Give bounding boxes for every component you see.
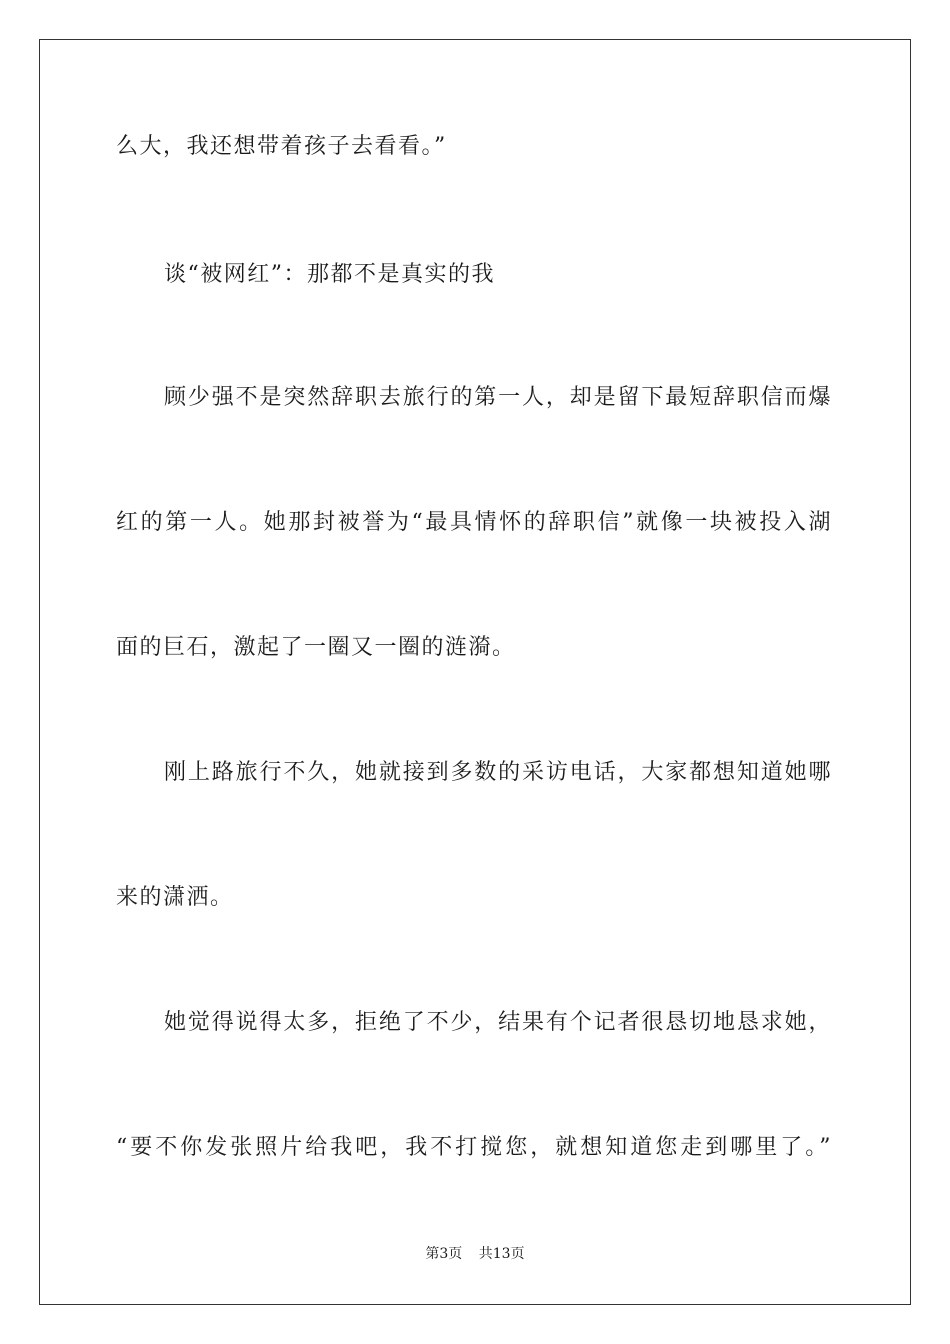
total-pages: 共13页 <box>478 1246 525 1262</box>
text-line: 来的潇洒。 <box>116 885 234 910</box>
page-number: 第3页 <box>425 1246 463 1262</box>
text-line: 刚上路旅行不久，她就接到多数的采访电话，大家都想知道她哪 <box>164 760 832 785</box>
text-line: 面的巨石，激起了一圈又一圈的涟漪。 <box>116 635 516 660</box>
text-line: “要不你发张照片给我吧，我不打搅您，就想知道您走到哪里了。” <box>116 1135 832 1160</box>
page-border <box>39 39 911 1305</box>
text-line: 么大，我还想带着孩子去看看。” <box>116 134 447 159</box>
text-line: 红的第一人。她那封被誉为“最具情怀的辞职信”就像一块被投入湖 <box>116 510 832 535</box>
page-footer <box>0 1244 950 1264</box>
section-heading: 谈“被网红”：那都不是真实的我 <box>164 262 495 287</box>
text-line: 顾少强不是突然辞职去旅行的第一人，却是留下最短辞职信而爆 <box>164 385 832 410</box>
text-line: 她觉得说得太多，拒绝了不少，结果有个记者很恳切地恳求她， <box>164 1010 832 1035</box>
